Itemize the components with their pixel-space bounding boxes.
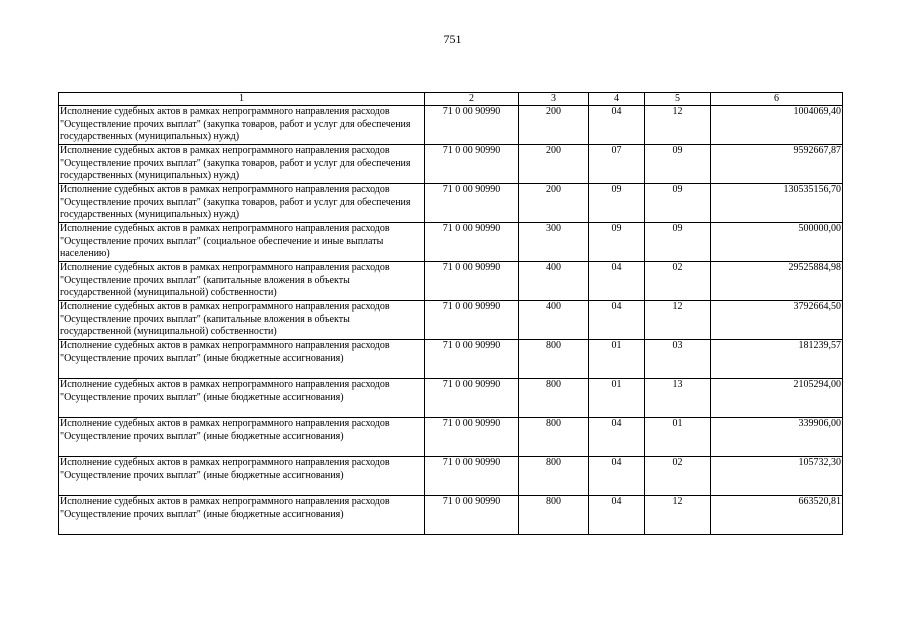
expense-type-code: 800 — [519, 496, 589, 535]
expense-name: Исполнение судебных актов в рамках непрограммного направления расходов "Осуществление прочих выплат" (иные бюджетные ассигнования) — [59, 457, 425, 496]
section-code: 04 — [589, 301, 645, 340]
column-header: 6 — [711, 93, 843, 106]
expense-type-code: 800 — [519, 340, 589, 379]
table-row — [59, 496, 843, 535]
expense-name: Исполнение судебных актов в рамках непрограммного направления расходов "Осуществление прочих выплат" (иные бюджетные ассигнования) — [59, 418, 425, 457]
amount: 3792664,50 — [711, 301, 843, 340]
target-article-code: 71 0 00 90990 — [425, 184, 519, 223]
section-code: 01 — [589, 379, 645, 418]
target-article-code: 71 0 00 90990 — [425, 106, 519, 145]
budget-table — [58, 92, 843, 535]
table-row — [59, 262, 843, 301]
expense-type-code: 800 — [519, 379, 589, 418]
column-header: 2 — [425, 93, 519, 106]
section-code: 04 — [589, 457, 645, 496]
section-code: 04 — [589, 262, 645, 301]
amount: 9592667,87 — [711, 145, 843, 184]
subsection-code: 12 — [645, 496, 711, 535]
target-article-code: 71 0 00 90990 — [425, 262, 519, 301]
expense-name: Исполнение судебных актов в рамках непрограммного направления расходов "Осуществление прочих выплат" (закупка товаров, работ и услуг для обеспечения государственных (муниципальных) нужд) — [59, 184, 425, 223]
amount: 663520,81 — [711, 496, 843, 535]
table-row — [59, 106, 843, 145]
column-header: 4 — [589, 93, 645, 106]
table-row — [59, 340, 843, 379]
amount: 29525884,98 — [711, 262, 843, 301]
expense-name: Исполнение судебных актов в рамках непрограммного направления расходов "Осуществление прочих выплат" (иные бюджетные ассигнования) — [59, 496, 425, 535]
subsection-code: 02 — [645, 262, 711, 301]
table-row — [59, 379, 843, 418]
target-article-code: 71 0 00 90990 — [425, 418, 519, 457]
expense-type-code: 800 — [519, 457, 589, 496]
subsection-code: 02 — [645, 457, 711, 496]
target-article-code: 71 0 00 90990 — [425, 223, 519, 262]
subsection-code: 03 — [645, 340, 711, 379]
expense-name: Исполнение судебных актов в рамках непрограммного направления расходов "Осуществление прочих выплат" (закупка товаров, работ и услуг для обеспечения государственных (муниципальных) нужд) — [59, 145, 425, 184]
expense-type-code: 200 — [519, 145, 589, 184]
expense-name: Исполнение судебных актов в рамках непрограммного направления расходов "Осуществление прочих выплат" (иные бюджетные ассигнования) — [59, 379, 425, 418]
header-row — [59, 93, 843, 106]
table-row — [59, 418, 843, 457]
section-code: 09 — [589, 184, 645, 223]
section-code: 04 — [589, 106, 645, 145]
table-row — [59, 457, 843, 496]
expense-type-code: 400 — [519, 262, 589, 301]
target-article-code: 71 0 00 90990 — [425, 301, 519, 340]
expense-type-code: 300 — [519, 223, 589, 262]
amount: 339906,00 — [711, 418, 843, 457]
section-code: 04 — [589, 418, 645, 457]
subsection-code: 09 — [645, 145, 711, 184]
expense-type-code: 800 — [519, 418, 589, 457]
expense-name: Исполнение судебных актов в рамках непрограммного направления расходов "Осуществление прочих выплат" (иные бюджетные ассигнования) — [59, 340, 425, 379]
target-article-code: 71 0 00 90990 — [425, 379, 519, 418]
page-number: 751 — [443, 32, 462, 46]
table-row — [59, 145, 843, 184]
target-article-code: 71 0 00 90990 — [425, 496, 519, 535]
table-row — [59, 223, 843, 262]
expense-type-code: 200 — [519, 184, 589, 223]
target-article-code: 71 0 00 90990 — [425, 457, 519, 496]
section-code: 04 — [589, 496, 645, 535]
amount: 181239,57 — [711, 340, 843, 379]
amount: 2105294,00 — [711, 379, 843, 418]
amount: 1004069,40 — [711, 106, 843, 145]
expense-name: Исполнение судебных актов в рамках непрограммного направления расходов "Осуществление прочих выплат" (закупка товаров, работ и услуг для обеспечения государственных (муниципальных) нужд) — [59, 106, 425, 145]
subsection-code: 01 — [645, 418, 711, 457]
subsection-code: 09 — [645, 223, 711, 262]
table-row — [59, 184, 843, 223]
expense-type-code: 400 — [519, 301, 589, 340]
amount: 500000,00 — [711, 223, 843, 262]
section-code: 01 — [589, 340, 645, 379]
column-header: 3 — [519, 93, 589, 106]
subsection-code: 12 — [645, 106, 711, 145]
column-header: 1 — [59, 93, 425, 106]
amount: 130535156,70 — [711, 184, 843, 223]
table-row — [59, 301, 843, 340]
expense-name: Исполнение судебных актов в рамках непрограммного направления расходов "Осуществление прочих выплат" (капитальные вложения в объекты государственной (муниципальной) собственности) — [59, 262, 425, 301]
column-header: 5 — [645, 93, 711, 106]
section-code: 07 — [589, 145, 645, 184]
subsection-code: 13 — [645, 379, 711, 418]
subsection-code: 09 — [645, 184, 711, 223]
target-article-code: 71 0 00 90990 — [425, 340, 519, 379]
section-code: 09 — [589, 223, 645, 262]
target-article-code: 71 0 00 90990 — [425, 145, 519, 184]
expense-type-code: 200 — [519, 106, 589, 145]
expense-name: Исполнение судебных актов в рамках непрограммного направления расходов "Осуществление прочих выплат" (социальное обеспечение и иные выплаты населению) — [59, 223, 425, 262]
expense-name: Исполнение судебных актов в рамках непрограммного направления расходов "Осуществление прочих выплат" (капитальные вложения в объекты государственной (муниципальной) собственности) — [59, 301, 425, 340]
subsection-code: 12 — [645, 301, 711, 340]
amount: 105732,30 — [711, 457, 843, 496]
